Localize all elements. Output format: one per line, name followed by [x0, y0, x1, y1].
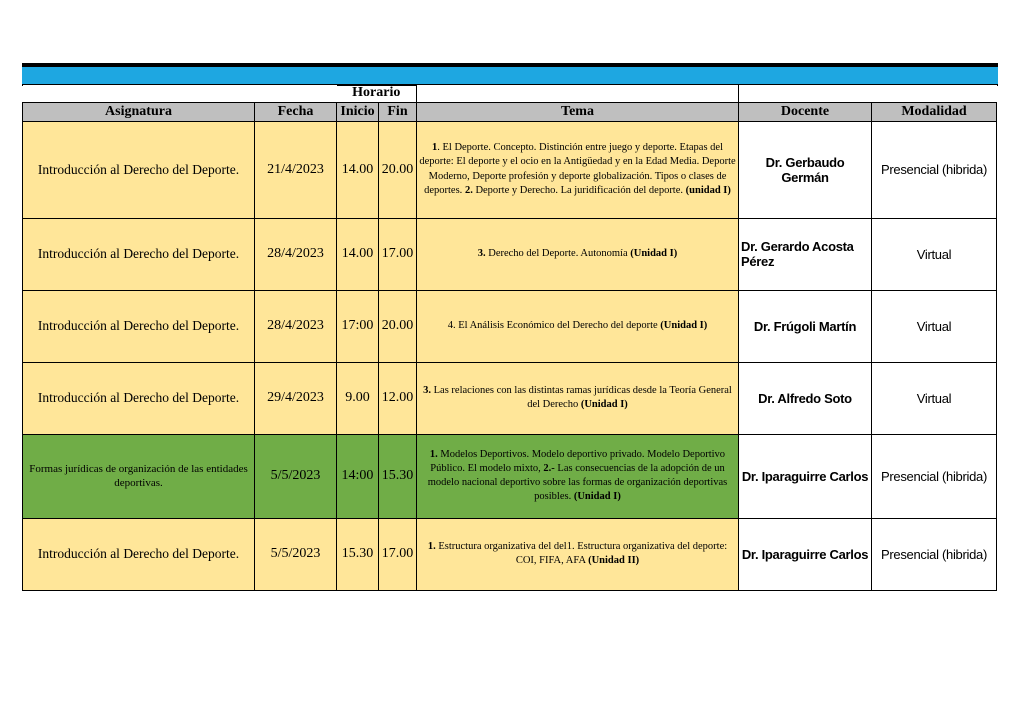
cell-fin: 20.00	[379, 121, 417, 218]
col-header-tema: Tema	[417, 102, 739, 121]
table-row	[23, 362, 997, 434]
blank-cell	[23, 85, 255, 102]
cell-modalidad: Virtual	[872, 218, 997, 290]
cell-inicio: 9.00	[337, 362, 379, 434]
cell-tema: 1. Modelos Deportivos. Modelo deportivo privado. Modelo Deportivo Público. El modelo mixto, 2.- Las consecuencias de la adopción de un modelo nacional deportivo sobre las formas de organización deportivas posibles. (Unidad I)	[417, 434, 739, 518]
cell-tema: 1. El Deporte. Concepto. Distinción entre juego y deporte. Etapas del deporte: El deporte y el ocio en la Antigüedad y en la Edad Media. Deporte Moderno, Deporte profesión y deporte globalización. Tipos o clases de deportes. 2. Deporte y Derecho. La juridificación del deporte. (unidad I)	[417, 121, 739, 218]
col-header-inicio: Inicio	[337, 102, 379, 121]
cell-fin: 20.00	[379, 290, 417, 362]
cell-asignatura: Introducción al Derecho del Deporte.	[23, 518, 255, 590]
table-row	[23, 434, 997, 518]
cell-modalidad: Virtual	[872, 290, 997, 362]
title-banner	[22, 67, 998, 86]
cell-docente: Dr. Frúgoli Martín	[739, 290, 872, 362]
schedule-rows	[23, 121, 997, 590]
blank-cell	[739, 85, 872, 102]
cell-fecha: 5/5/2023	[255, 434, 337, 518]
cell-tema: 1. Estructura organizativa del del1. Estructura organizativa del deporte: COI, FIFA, AFA (Unidad II)	[417, 518, 739, 590]
cell-tema: 3. Las relaciones con las distintas ramas jurídicas desde la Teoría General del Derecho (Unidad I)	[417, 362, 739, 434]
blank-cell	[255, 85, 337, 102]
col-header-fin: Fin	[379, 102, 417, 121]
col-header-docente: Docente	[739, 102, 872, 121]
cell-docente: Dr. Iparaguirre Carlos	[739, 518, 872, 590]
cell-asignatura: Introducción al Derecho del Deporte.	[23, 121, 255, 218]
cell-docente: Dr. Alfredo Soto	[739, 362, 872, 434]
schedule-table	[22, 85, 997, 591]
cell-fecha: 21/4/2023	[255, 121, 337, 218]
table-row	[23, 518, 997, 590]
column-header-row	[23, 102, 997, 121]
cell-tema: 4. El Análisis Económico del Derecho del deporte (Unidad I)	[417, 290, 739, 362]
table-row	[23, 121, 997, 218]
col-header-modalidad: Modalidad	[872, 102, 997, 121]
blank-cell	[417, 85, 739, 102]
cell-fecha: 29/4/2023	[255, 362, 337, 434]
cell-modalidad: Presencial (hibrida)	[872, 518, 997, 590]
cell-asignatura: Introducción al Derecho del Deporte.	[23, 218, 255, 290]
cell-fin: 17.00	[379, 518, 417, 590]
cell-fecha: 28/4/2023	[255, 218, 337, 290]
cell-docente: Dr. Gerbaudo Germán	[739, 121, 872, 218]
table-row	[23, 290, 997, 362]
cell-modalidad: Presencial (hibrida)	[872, 434, 997, 518]
cell-fin: 17.00	[379, 218, 417, 290]
cell-modalidad: Presencial (hibrida)	[872, 121, 997, 218]
blank-cell	[872, 85, 997, 102]
cell-inicio: 17:00	[337, 290, 379, 362]
cell-fin: 15.30	[379, 434, 417, 518]
cell-fecha: 5/5/2023	[255, 518, 337, 590]
cell-asignatura: Introducción al Derecho del Deporte.	[23, 290, 255, 362]
col-header-fecha: Fecha	[255, 102, 337, 121]
cell-fin: 12.00	[379, 362, 417, 434]
cell-docente: Dr. Iparaguirre Carlos	[739, 434, 872, 518]
cell-fecha: 28/4/2023	[255, 290, 337, 362]
cell-modalidad: Virtual	[872, 362, 997, 434]
horario-header: Horario	[337, 85, 417, 102]
cell-asignatura: Introducción al Derecho del Deporte.	[23, 362, 255, 434]
cell-inicio: 15.30	[337, 518, 379, 590]
cell-inicio: 14.00	[337, 121, 379, 218]
cell-inicio: 14:00	[337, 434, 379, 518]
col-header-asignatura: Asignatura	[23, 102, 255, 121]
table-row	[23, 218, 997, 290]
cell-asignatura: Formas jurídicas de organización de las entidades deportivas.	[23, 434, 255, 518]
cell-tema: 3. Derecho del Deporte. Autonomía (Unidad I)	[417, 218, 739, 290]
cell-docente: Dr. Gerardo Acosta Pérez	[739, 218, 872, 290]
cell-inicio: 14.00	[337, 218, 379, 290]
